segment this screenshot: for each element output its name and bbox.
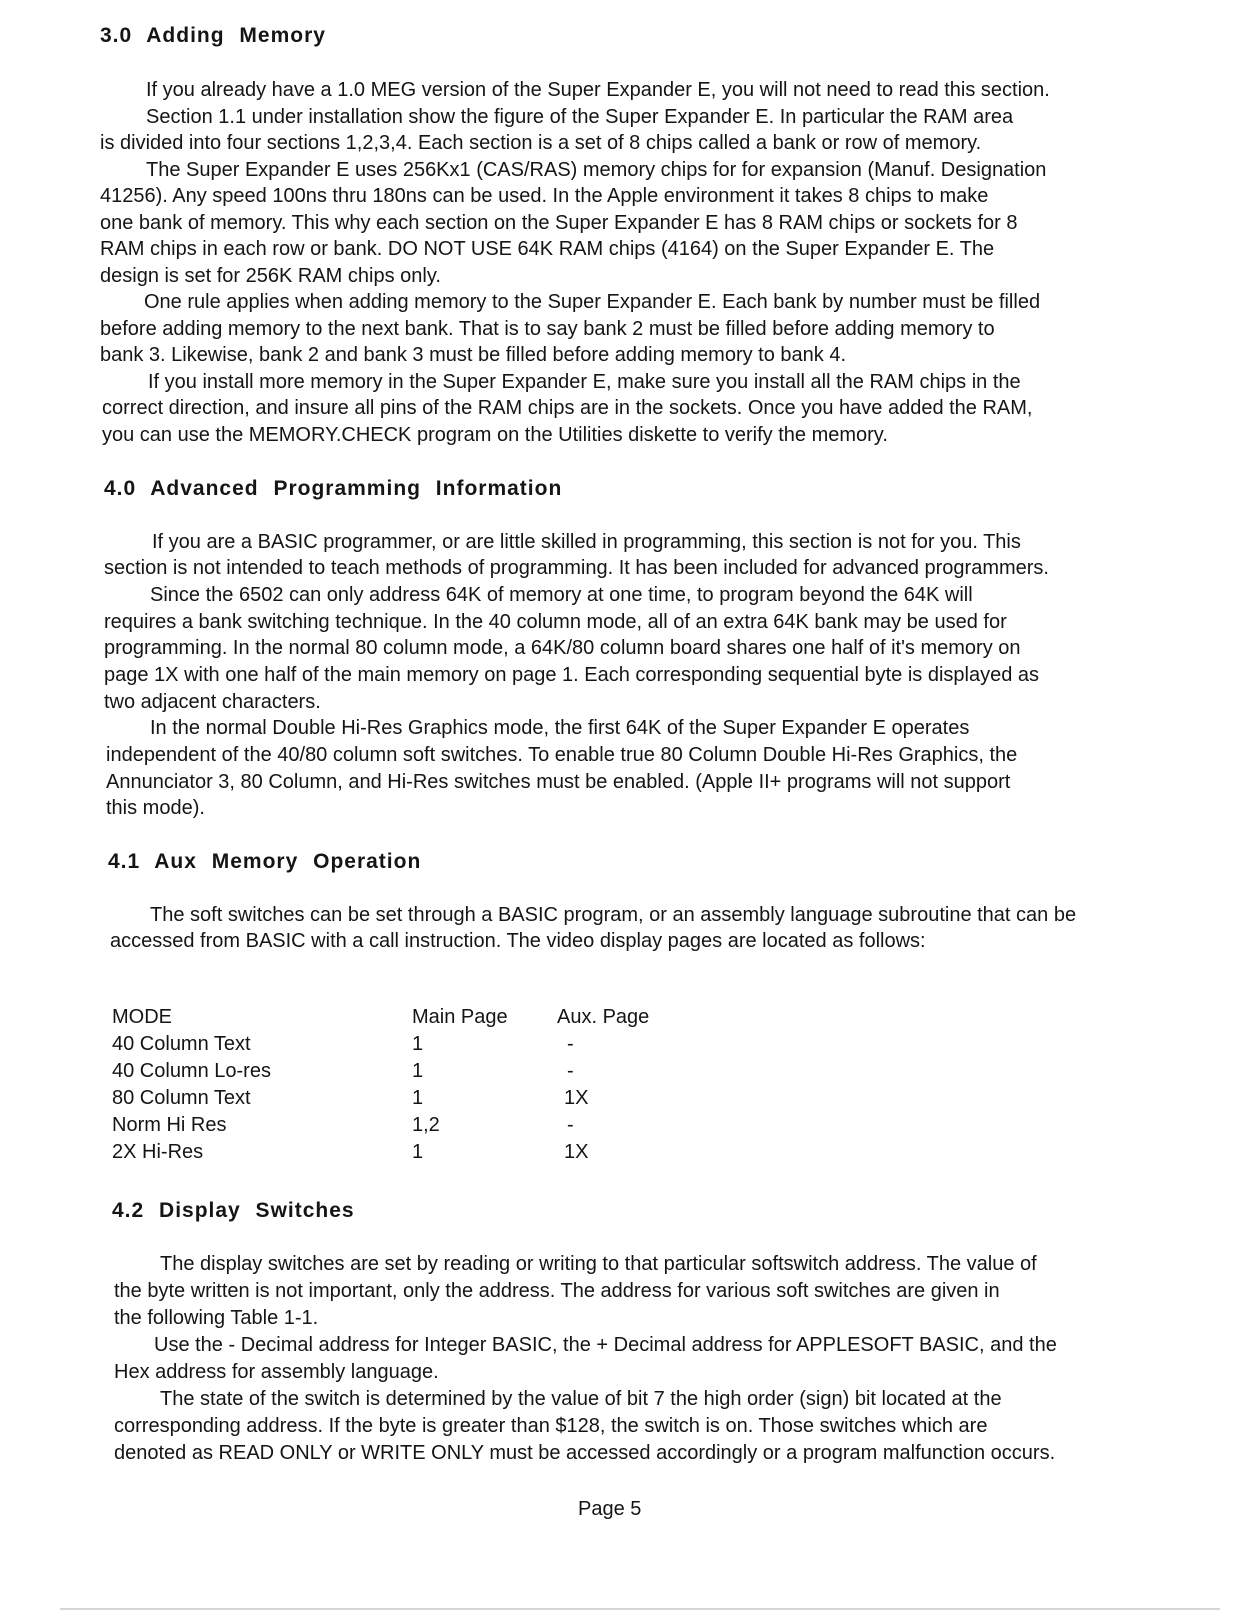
table-header-aux-page: Aux. Page bbox=[557, 1006, 650, 1028]
paragraph-line: If you install more memory in the Super Expander E, make sure you install all the RAM chips in the bbox=[148, 371, 1021, 393]
table-cell-main: 1,2 bbox=[412, 1114, 440, 1136]
table-row bbox=[112, 1087, 712, 1114]
page-number: Page 5 bbox=[578, 1498, 642, 1520]
paragraph-line: If you already have a 1.0 MEG version of the Super Expander E, you will not need to read this section. bbox=[146, 79, 1050, 101]
table-cell-mode: 40 Column Lo-res bbox=[112, 1060, 271, 1082]
paragraph-line: bank 3. Likewise, bank 2 and bank 3 must be filled before adding memory to bank 4. bbox=[100, 344, 847, 366]
paragraph-line: Since the 6502 can only address 64K of memory at one time, to program beyond the 64K will bbox=[150, 584, 973, 606]
paragraph-line: is divided into four sections 1,2,3,4. Each section is a set of 8 chips called a bank or row of memory. bbox=[100, 132, 982, 154]
table-cell-mode: Norm Hi Res bbox=[112, 1114, 227, 1136]
paragraph-line: page 1X with one half of the main memory on page 1. Each corresponding sequential byte is displayed as bbox=[104, 664, 1040, 686]
table-cell-main: 1 bbox=[412, 1087, 424, 1109]
paragraph-line: programming. In the normal 80 column mode, a 64K/80 column board shares one half of it's memory on bbox=[104, 637, 1021, 659]
table-cell-main: 1 bbox=[412, 1060, 424, 1082]
table-cell-main: 1 bbox=[412, 1033, 424, 1055]
paragraph-line: Use the - Decimal address for Integer BASIC, the + Decimal address for APPLESOFT BASIC, and the bbox=[154, 1334, 1057, 1356]
table-header-main-page: Main Page bbox=[412, 1006, 508, 1028]
paragraph-line: this mode). bbox=[106, 797, 205, 819]
table-cell-aux: - bbox=[567, 1033, 574, 1055]
paragraph-line: The soft switches can be set through a BASIC program, or an assembly language subroutine that can be bbox=[150, 904, 1077, 926]
paragraph-line: before adding memory to the next bank. That is to say bank 2 must be filled before adding memory to bbox=[100, 318, 995, 340]
section-heading-3-0: 3.0 Adding Memory bbox=[100, 24, 326, 47]
paragraph-line: corresponding address. If the byte is greater than $128, the switch is on. Those switches which are bbox=[114, 1415, 988, 1437]
paragraph-line: The display switches are set by reading or writing to that particular softswitch address. The value of bbox=[160, 1253, 1037, 1275]
paragraph-line: The Super Expander E uses 256Kx1 (CAS/RAS) memory chips for for expansion (Manuf. Designation bbox=[146, 159, 1047, 181]
section-heading-4-2: 4.2 Display Switches bbox=[112, 1199, 355, 1222]
paragraph-line: correct direction, and insure all pins of the RAM chips are in the sockets. Once you have added the RAM, bbox=[102, 397, 1033, 419]
table-cell-aux: 1X bbox=[564, 1141, 589, 1163]
paragraph-line: Hex address for assembly language. bbox=[114, 1361, 439, 1383]
paragraph-line: 41256). Any speed 100ns thru 180ns can be used. In the Apple environment it takes 8 chips to make bbox=[100, 185, 989, 207]
table-cell-mode: 2X Hi-Res bbox=[112, 1141, 204, 1163]
table-cell-aux: - bbox=[567, 1114, 574, 1136]
table-row bbox=[112, 1060, 712, 1087]
paragraph-line: independent of the 40/80 column soft switches. To enable true 80 Column Double Hi-Res Graphics, the bbox=[106, 744, 1018, 766]
video-pages-table bbox=[112, 1006, 712, 1168]
section-heading-4-0: 4.0 Advanced Programming Information bbox=[104, 477, 563, 500]
paragraph-line: denoted as READ ONLY or WRITE ONLY must be accessed accordingly or a program malfunction occurs. bbox=[114, 1442, 1056, 1464]
scan-edge-divider bbox=[60, 1608, 1220, 1610]
paragraph-line: RAM chips in each row or bank. DO NOT USE 64K RAM chips (4164) on the Super Expander E. The bbox=[100, 238, 995, 260]
paragraph-line: accessed from BASIC with a call instruction. The video display pages are located as follows: bbox=[110, 930, 926, 952]
paragraph-line: the following Table 1-1. bbox=[114, 1307, 319, 1329]
table-header-mode: MODE bbox=[112, 1006, 172, 1028]
table-row bbox=[112, 1114, 712, 1141]
table-cell-main: 1 bbox=[412, 1141, 424, 1163]
table-row bbox=[112, 1141, 712, 1168]
table-cell-aux: 1X bbox=[564, 1087, 589, 1109]
table-row bbox=[112, 1033, 712, 1060]
table-header-row bbox=[112, 1006, 712, 1033]
paragraph-line: If you are a BASIC programmer, or are little skilled in programming, this section is not for you. This bbox=[152, 531, 1021, 553]
table-cell-mode: 80 Column Text bbox=[112, 1087, 251, 1109]
paragraph-line: design is set for 256K RAM chips only. bbox=[100, 265, 441, 287]
paragraph-line: one bank of memory. This why each section on the Super Expander E has 8 RAM chips or sockets for 8 bbox=[100, 212, 1018, 234]
paragraph-line: section is not intended to teach methods of programming. It has been included for advanced programmers. bbox=[104, 557, 1049, 579]
table-cell-aux: - bbox=[567, 1060, 574, 1082]
paragraph-line: requires a bank switching technique. In the 40 column mode, all of an extra 64K bank may be used for bbox=[104, 611, 1007, 633]
paragraph-line: the byte written is not important, only the address. The address for various soft switches are given in bbox=[114, 1280, 1000, 1302]
paragraph-line: Annunciator 3, 80 Column, and Hi-Res switches must be enabled. (Apple II+ programs will not support bbox=[106, 771, 1011, 793]
paragraph-line: The state of the switch is determined by the value of bit 7 the high order (sign) bit located at the bbox=[160, 1388, 1002, 1410]
paragraph-line: One rule applies when adding memory to the Super Expander E. Each bank by number must be filled bbox=[144, 291, 1041, 313]
paragraph-line: In the normal Double Hi-Res Graphics mode, the first 64K of the Super Expander E operates bbox=[150, 717, 970, 739]
paragraph-line: two adjacent characters. bbox=[104, 691, 321, 713]
paragraph-line: you can use the MEMORY.CHECK program on the Utilities diskette to verify the memory. bbox=[102, 424, 888, 446]
section-heading-4-1: 4.1 Aux Memory Operation bbox=[108, 850, 422, 873]
paragraph-line: Section 1.1 under installation show the figure of the Super Expander E. In particular the RAM area bbox=[146, 106, 1014, 128]
table-cell-mode: 40 Column Text bbox=[112, 1033, 251, 1055]
